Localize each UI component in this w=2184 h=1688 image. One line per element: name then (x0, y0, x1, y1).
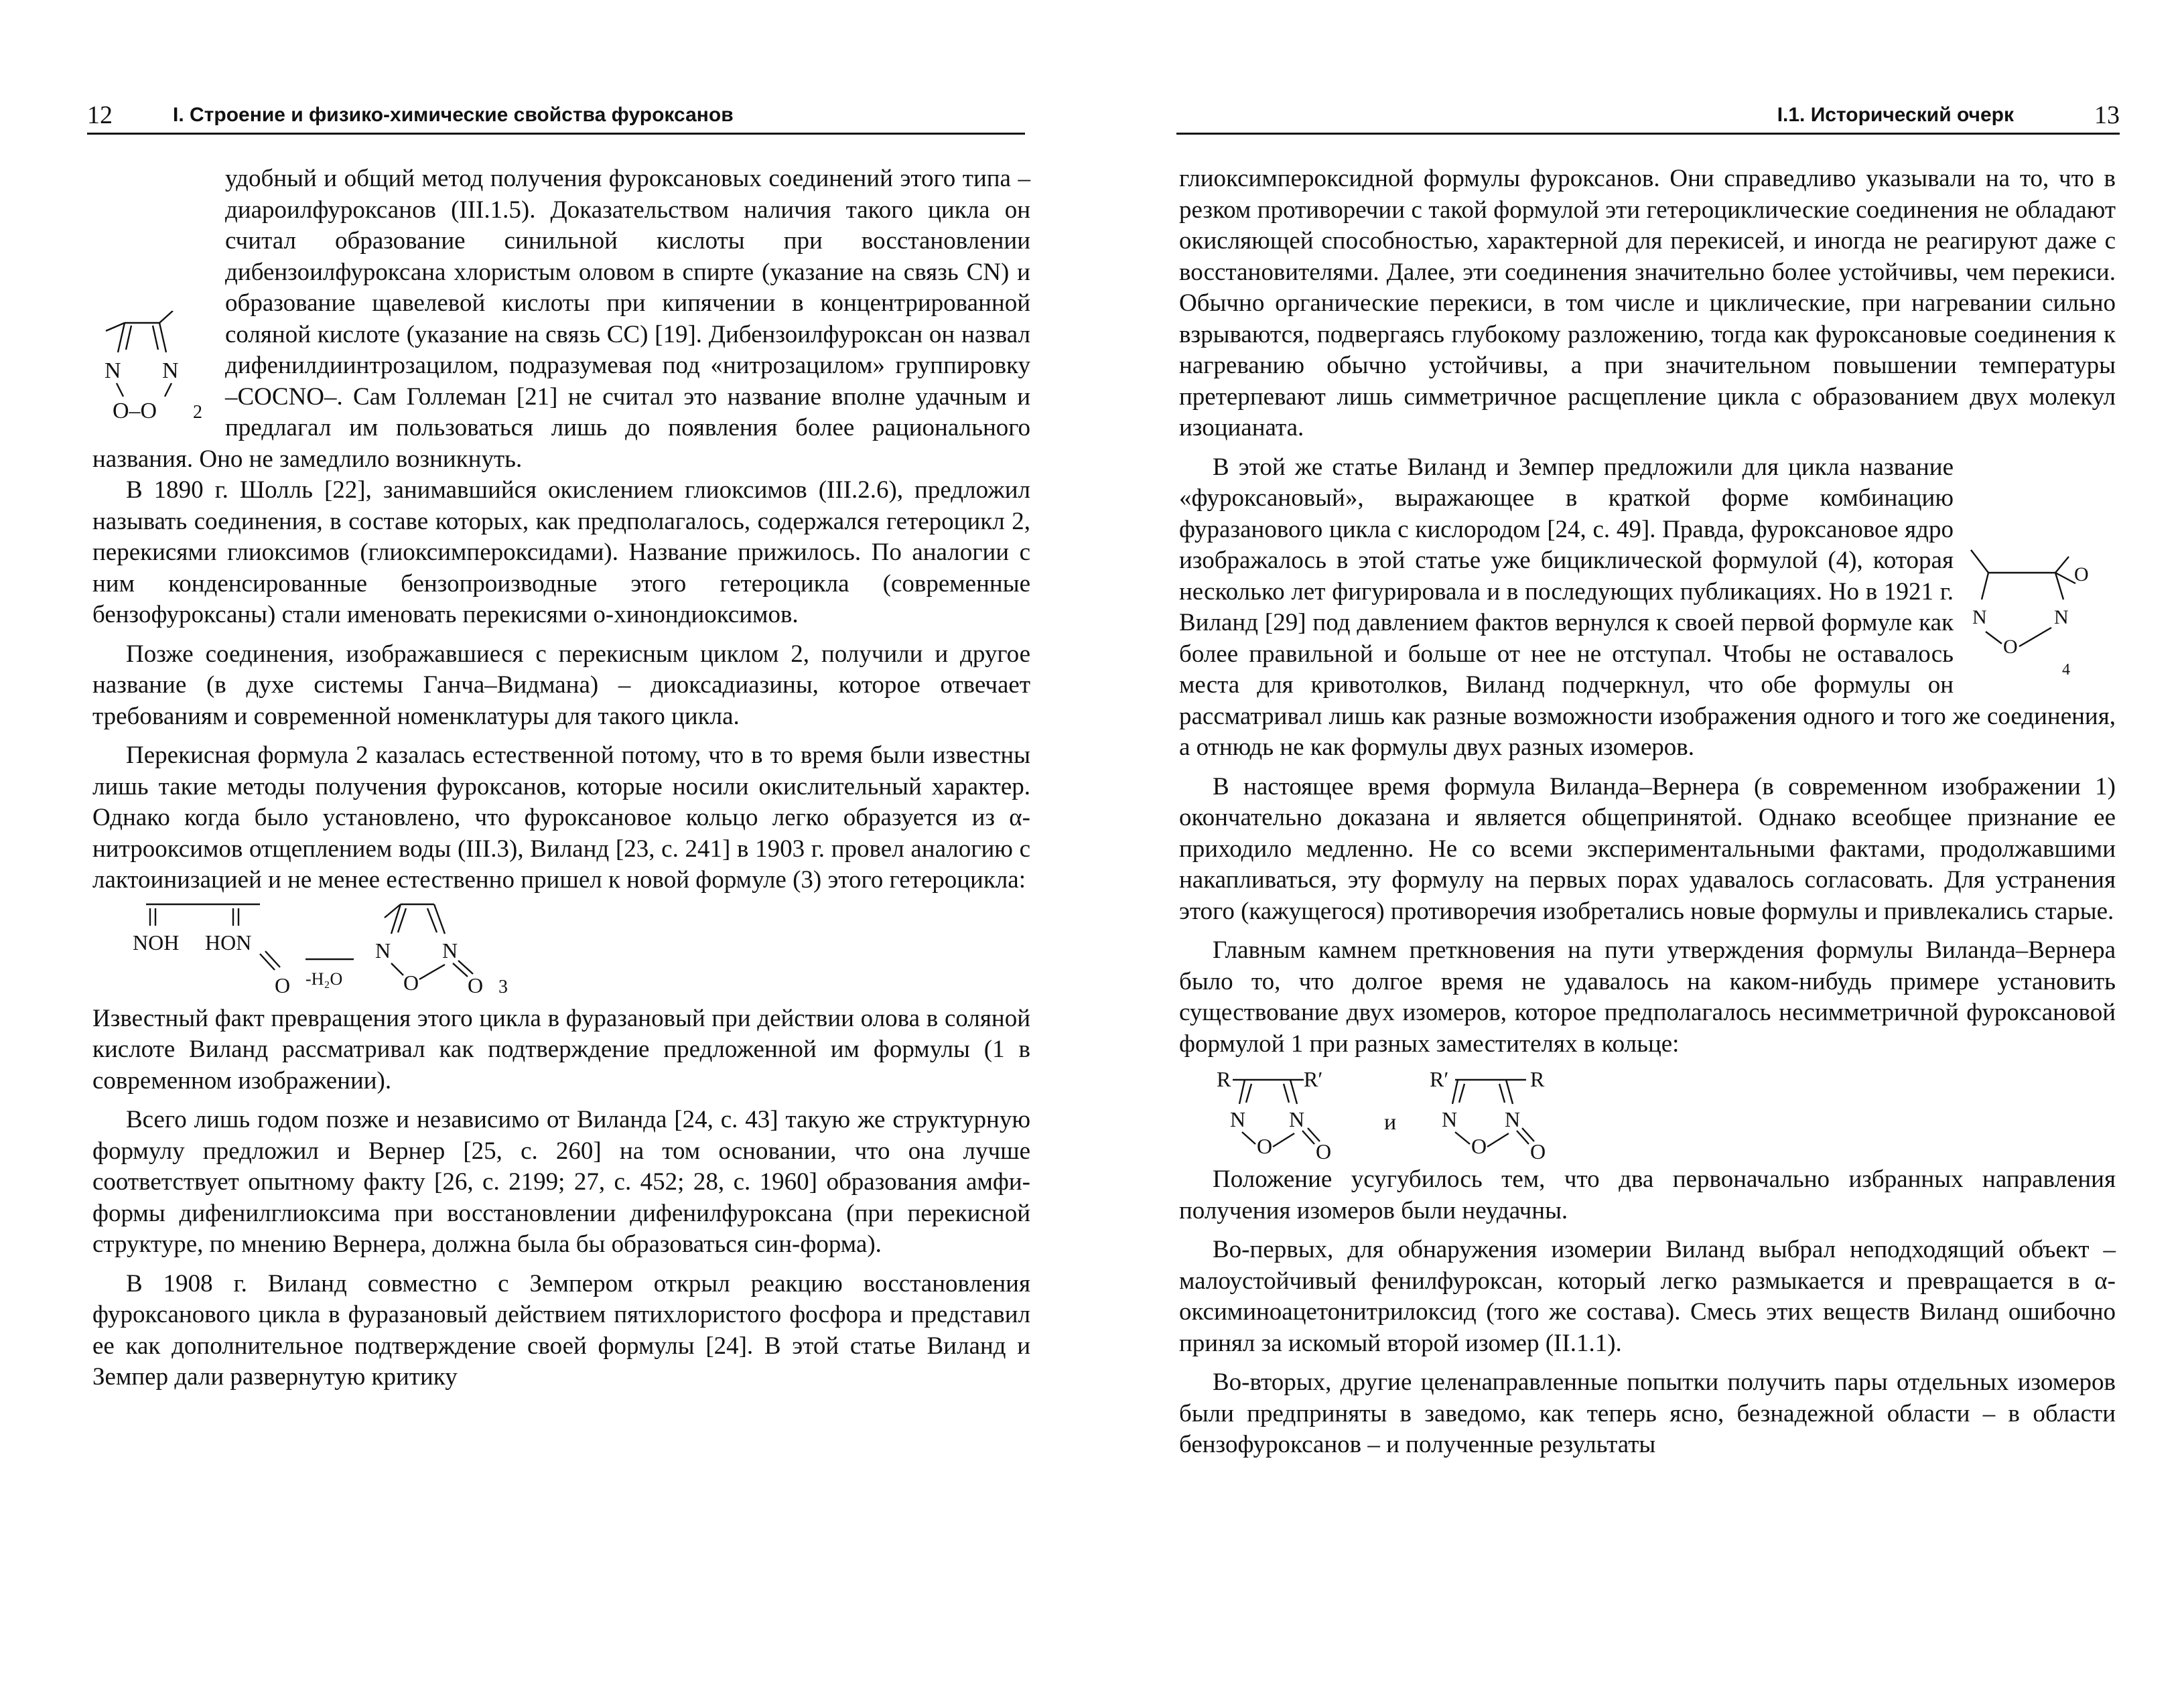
left-running-header (87, 100, 1025, 135)
structure-2 (92, 311, 220, 438)
isomer2-o-ring: O (1471, 1134, 1487, 1158)
isomer1-n-right: N (1289, 1107, 1305, 1131)
struct4-n-left: N (1972, 606, 1987, 628)
struct4-number: 4 (2062, 660, 2070, 677)
isomer2-r: R (1530, 1067, 1545, 1091)
right-para-2-text: В этой же статье Виланд и Земпер предложили для цикла название «фуроксановый», выражающее в краткой форме комбинацию фуразанового цикла с кислородом [24, с. 49]. Правда, фуроксановое ядро изображалось в этой статье уже бициклической формулой (4), которая несколько лет фигурировала и в последующих публикациях. Но в 1921 г. Виланд [29] под давлением фактов вернулся к своей первой формуле как более правильной и больше от нее не отступал. Чтобы не оставалось места для кривотолков, Виланд подчеркнул, что обе формулы он рассматривал лишь как разные возможности изображения одного и того же соединения, а отнюдь не как формулы двух разных изомеров. (1179, 453, 2116, 761)
right-body-text (1179, 163, 2116, 1461)
struct2-number: 2 (193, 402, 202, 423)
struct3-o-left: O (275, 973, 291, 997)
structure-3-scheme (92, 896, 1030, 1003)
struct3-noh: NOH (133, 930, 180, 955)
right-para-1: глиоксимпероксидной формулы фуроксанов. Они справедливо указывали на то, что в резком противоречии с такой формулой эти гетероциклические соединения не обладают окисляющей способностью, характерной для перекисей, и иногда не реагируют даже с восстановителями. Далее, эти соединения значительно более устойчивы, чем перекиси. Обычно органические перекиси, в том числе и циклические, при нагревании сильно взрываются, подвергаясь глубокому разложению, тогда как фуроксановые соединения к нагреванию обычно устойчивы, а при значительном повышении температуры претерпевают лишь симметричное расщепление цикла с образованием двух молекул изоцианата. (1179, 165, 2116, 441)
struct4-o-top: O (2074, 563, 2089, 585)
isomer2-o-exo: O (1530, 1139, 1546, 1164)
right-para-4: Главным камнем преткновения на пути утверждения формулы Виланда–Вернера было то, что долгое время не удавалось на каком-нибудь примере установить существование двух изомеров, которое предполагалось несимметричной фуроксановой формулой 1 при разных заместителях в кольце: (1179, 936, 2116, 1058)
struct4-n-right: N (2054, 606, 2069, 628)
left-para-2: В 1890 г. Шолль [22], занимавшийся окислением глиоксимов (III.2.6), предложил называть соединения, в составе которых, как предполагалось, содержался гетероцикл 2, перекисями глиоксимов (глиоксимпероксидами). Название прижилось. По аналогии с ним конденсированные бензопроизводные этого гетероцикла (современные бензофуроксаны) стали именовать перекисями о-хинондиоксимов. (92, 476, 1030, 628)
right-para-3: В настоящее время формула Виланда–Вернера (в современном изображении 1) окончательно доказана и является общепринятой. Однако всеобщее признание ее приходило медленно. Не со всеми экспериментальными фактами, продолжавшими накапливаться, эту формулу на первых порах удавалось согласовать. Для устранения этого (кажущегося) противоречия изобретались новые формулы и привлекались старые. (1179, 772, 2116, 925)
isomers-and: и (1384, 1110, 1397, 1135)
struct3-n-right: N (442, 938, 458, 963)
isomers-scheme (1179, 1060, 2116, 1164)
struct4-o-bottom: O (2003, 635, 2018, 658)
right-running-head: I.1. Исторический очерк (1777, 104, 2014, 126)
left-body-text (92, 163, 1030, 1393)
right-para-6: Во-первых, для обнаружения изомерии Виланд выбрал неподходящий объект – малоустойчивый фенилфуроксан, который легко размыкается и превращается в α-оксиминоацетонитрилоксид (того же состава). Смесь этих веществ Виланд ошибочно принял за искомый второй изомер (II.1.1). (1179, 1236, 2116, 1357)
right-running-header (1176, 100, 2120, 135)
right-para-2 (1179, 452, 2116, 764)
left-para-3: Позже соединения, изображавшиеся с перекисным циклом 2, получили и другое название (в духе системы Ганча–Видмана) – диоксадиазины, которое отвечает требованиям и современной номенклатуры для такого цикла. (92, 640, 1030, 730)
left-para-7: В 1908 г. Виланд совместно с Земпером открыл реакцию восстановления фуроксанового цикла в фуразановый действием пятихлористого фосфора и представил ее как дополнительное подтверждение своей формулы [24]. В этой статье Виланд и Земпер дали развернутую критику (92, 1269, 1030, 1391)
right-page (1092, 0, 2184, 1688)
struct3-hon: HON (205, 930, 252, 955)
left-para-1-text: удобный и общий метод получения фуроксановых соединений этого типа – диароилфуроксанов (III.1.5). Доказательством наличия такого цикла он считал образование синильной кислоты при восстановлении дибензоилфуроксана хлористым оловом в спирте (указание на связь CN) и образование щавелевой кислоты при кипячении в концентрированной соляной кислоте (указание на связь СС) [19]. Дибензоилфуроксан он назвал дифенилдиинтрозацилом, подразумевая под «нитрозацилом» группировку –COCNO–. Сам Голлеман [21] не считал это название вполне удачным и предлагал им пользоваться лишь до появления более рационального названия. Оно не замедлило возникнуть. (92, 165, 1030, 473)
struct3-o-ring: O (403, 970, 419, 995)
structure-4 (1962, 543, 2116, 677)
left-para-4: Перекисная формула 2 казалась естественной потому, что в то время были известны лишь такие методы получения фуроксанов, которые носили окислительный характер. Однако когда было установлено, что фуроксановое кольцо легко образуется из α-нитрооксимов отщеплением воды (III.3), Виланд [23, с. 241] в 1903 г. провел аналогию с лактоинизацией и не менее естественно пришел к новой формуле (3) этого гетероцикла: (92, 742, 1030, 894)
right-para-7: Во-вторых, другие целенаправленные попытки получить пары отдельных изомеров были предприняты в заведомо, как теперь ясно, безнадежной области – в области бензофуроксанов – и полученные результаты (1179, 1368, 2116, 1458)
left-para-1 (92, 163, 1030, 475)
isomer1-r: R (1217, 1067, 1231, 1091)
struct3-number: 3 (498, 976, 508, 997)
isomer2-n-right: N (1505, 1107, 1521, 1131)
struct2-oo: O–O (113, 399, 157, 423)
left-running-head: I. Строение и физико-химические свойства фуроксанов (173, 104, 734, 126)
struct3-h2o: -H₂O (305, 969, 343, 989)
left-page-number: 12 (87, 101, 113, 129)
right-para-5: Положение усугубилось тем, что два первоначально избранных направления получения изомеров были неудачны. (1179, 1166, 2116, 1224)
struct2-n-left: N (105, 358, 121, 383)
isomer2-rp: R′ (1430, 1067, 1449, 1091)
isomer1-rp: R′ (1304, 1067, 1323, 1091)
left-para-6: Всего лишь годом позже и независимо от Виланда [24, с. 43] такую же структурную формулу предложил и Вернер [25, с. 260] на том основании, что она лучше соответствует опытному факту [26, с. 2199; 27, с. 452; 28, с. 1960] образования амфи-формы дифенилглиоксима при восстановлении дифенилфуроксана (при перекисной структуре, по мнению Вернера, должна была бы образоваться син-форма). (92, 1106, 1030, 1258)
struct2-n-right: N (162, 358, 179, 383)
struct3-o-exo: O (468, 973, 484, 997)
right-page-number: 13 (2094, 101, 2120, 129)
isomer1-n-left: N (1230, 1107, 1246, 1131)
left-para-5: Известный факт превращения этого цикла в фуразановый при действии олова в соляной кислоте Виланд рассматривал как подтверждение предложенной им формулы (1 в современном изображении). (92, 1004, 1030, 1095)
isomer1-o-ring: O (1257, 1134, 1273, 1158)
isomer2-n-left: N (1442, 1107, 1458, 1131)
isomer1-o-exo: O (1316, 1139, 1332, 1164)
struct3-n-left: N (375, 938, 391, 963)
